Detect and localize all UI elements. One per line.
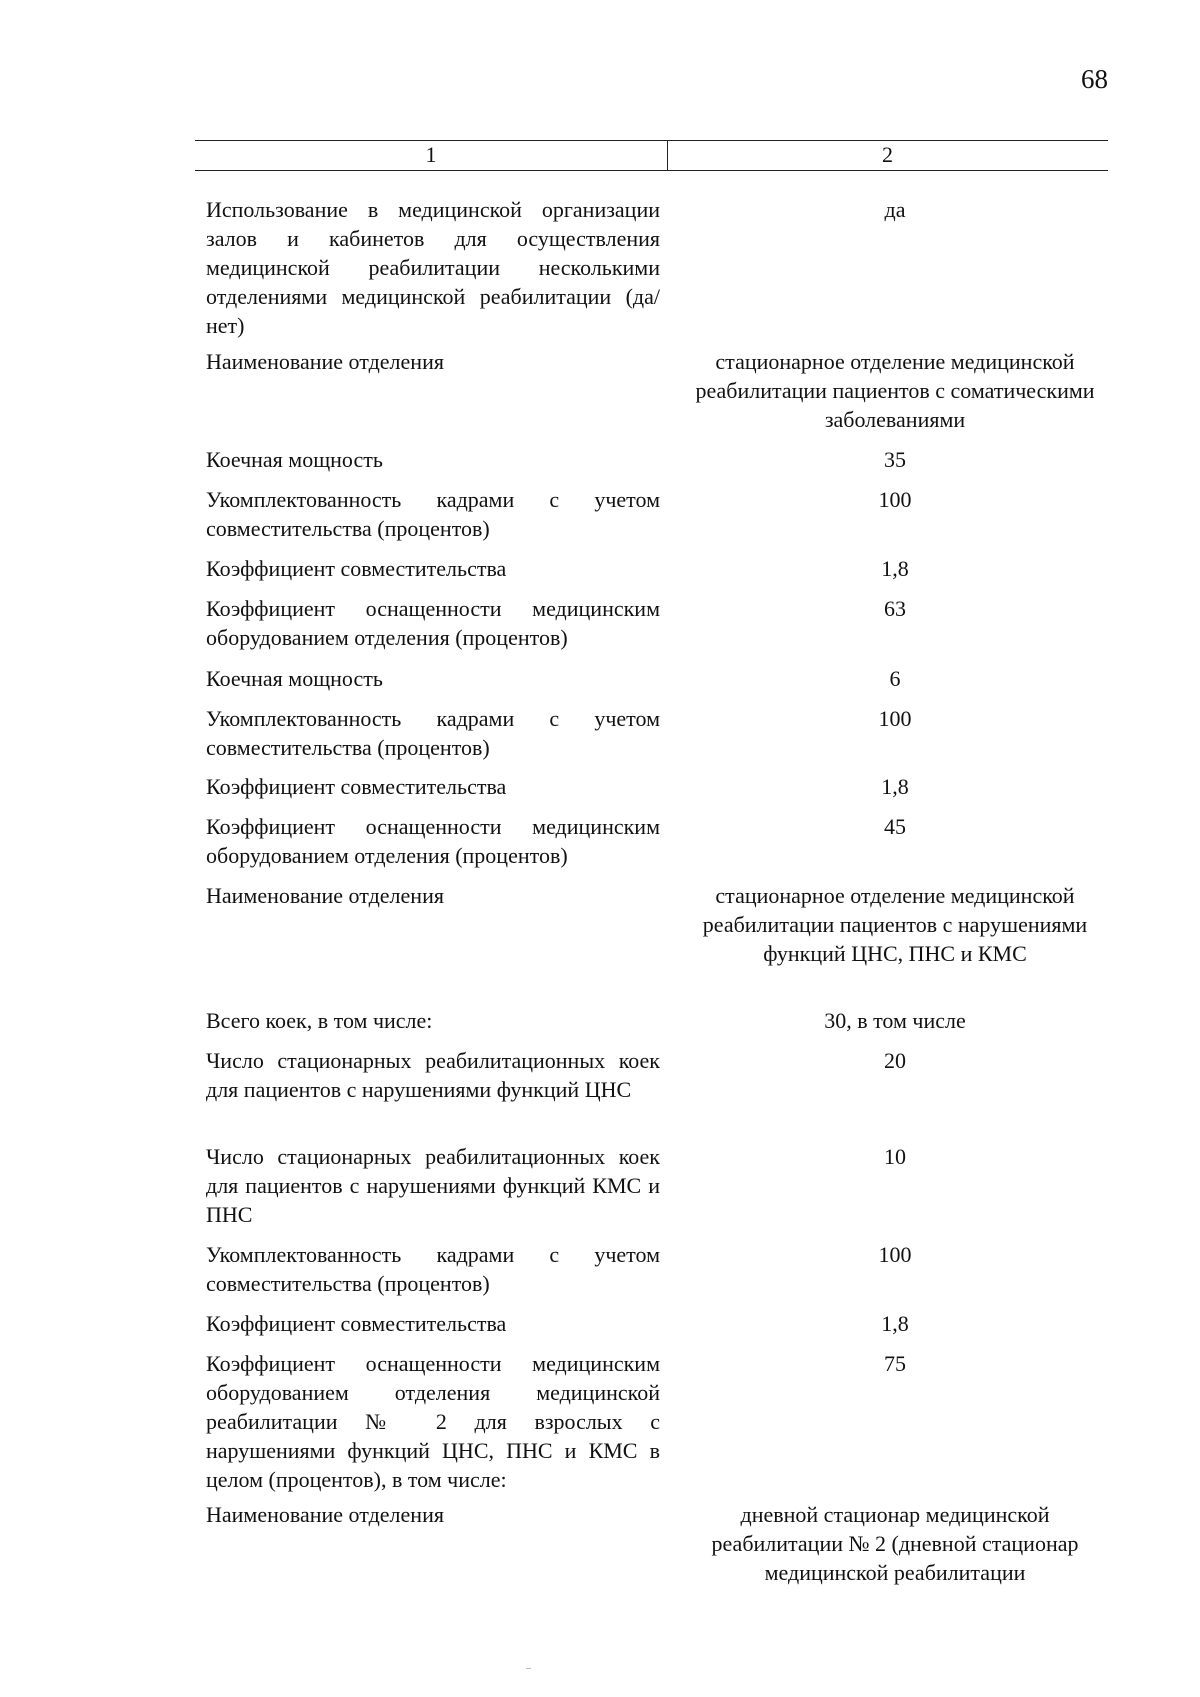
row-label: Число стационарных реабилитационных коек для пациентов с нарушениями функций ЦНС bbox=[206, 1048, 660, 1102]
row-label: Укомплектованность кадрами с учетом совместительства (процентов) bbox=[206, 706, 660, 760]
row-label: Укомплектованность кадрами с учетом совместительства (процентов) bbox=[206, 487, 660, 541]
row-label: Укомплектованность кадрами с учетом совместительства (процентов) bbox=[206, 1242, 660, 1296]
row-value: 10 bbox=[884, 1144, 906, 1169]
row-label: Число стационарных реабилитационных коек для пациентов с нарушениями функций КМС и ПНС bbox=[206, 1144, 660, 1227]
row-value: 1,8 bbox=[881, 774, 909, 799]
row-value: 6 bbox=[889, 666, 901, 691]
row-value: 1,8 bbox=[881, 556, 909, 581]
row-label: Всего коек, в том числе: bbox=[206, 1008, 433, 1033]
row-label: Использование в медицинской организации залов и кабинетов для осуществления медицинской реабилитации несколькими отделениями медицинской реабилитации (да/нет) bbox=[206, 197, 660, 338]
row-value: 45 bbox=[884, 814, 906, 839]
page-number: 68 bbox=[1081, 64, 1108, 94]
row-value: да bbox=[884, 197, 906, 222]
table-header-col1: 1 bbox=[425, 142, 437, 167]
row-value: 63 bbox=[884, 596, 906, 621]
row-value: 30, в том числе bbox=[824, 1008, 966, 1033]
row-label: Коэффициент совместительства bbox=[206, 774, 507, 799]
table-header-bottom-rule bbox=[195, 170, 1108, 171]
row-label: Коэффициент оснащенности медицинским оборудованием отделения (процентов) bbox=[206, 596, 660, 650]
row-value: 1,8 bbox=[881, 1311, 909, 1336]
row-label: Наименование отделения bbox=[206, 883, 444, 908]
row-value: 100 bbox=[878, 1242, 912, 1267]
table-header-col2: 2 bbox=[882, 142, 893, 167]
row-label: Коэффициент совместительства bbox=[206, 556, 507, 581]
row-value: 75 bbox=[884, 1351, 906, 1376]
row-label: Коэффициент совместительства bbox=[206, 1311, 507, 1336]
row-label: Коечная мощность bbox=[206, 447, 383, 472]
row-value: 20 bbox=[884, 1048, 906, 1073]
row-value: 100 bbox=[878, 706, 912, 731]
row-label: Наименование отделения bbox=[206, 1502, 444, 1527]
row-label: Наименование отделения bbox=[206, 349, 444, 374]
row-label: Коэффициент оснащенности медицинским оборудованием отделения (процентов) bbox=[206, 814, 660, 868]
row-label: Коечная мощность bbox=[206, 666, 383, 691]
table-header-top-rule bbox=[195, 140, 1108, 141]
scan-artifact bbox=[526, 1668, 531, 1669]
row-value: 100 bbox=[878, 487, 912, 512]
row-value: 35 bbox=[884, 447, 906, 472]
row-value: стационарное отделение медицинской реабилитации пациентов с соматическими заболеваниями bbox=[695, 349, 1095, 432]
row-value: дневной стационар медицинской реабилитации № 2 (дневной стационар медицинской реабилитации bbox=[711, 1502, 1079, 1585]
row-label: Коэффициент оснащенности медицинским оборудованием отделения медицинской реабилитации № 2 для взрослых с нарушениями функций ЦНС, ПНС и КМС в целом (процентов), в том числе: bbox=[206, 1351, 660, 1492]
row-value: стационарное отделение медицинской реабилитации пациентов с нарушениями функций ЦНС, ПНС и КМС bbox=[702, 883, 1088, 966]
